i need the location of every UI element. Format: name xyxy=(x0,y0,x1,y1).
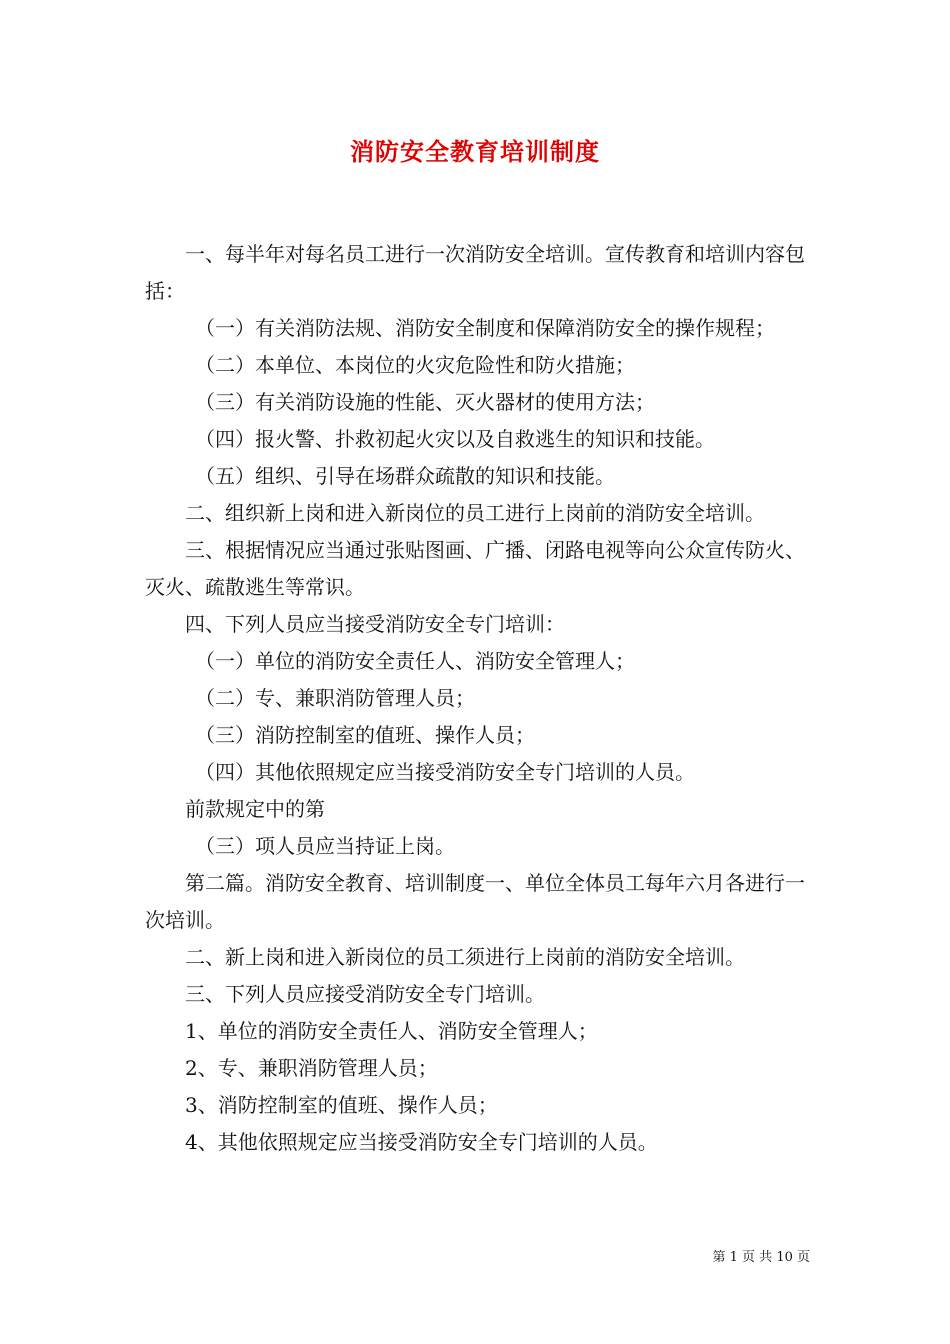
section-two-item-2: 2、专、兼职消防管理人员； xyxy=(185,1056,438,1080)
section-two-item-3: 3、消防控制室的值班、操作人员； xyxy=(185,1093,498,1117)
document-title: 消防安全教育培训制度 xyxy=(350,137,600,166)
paragraph-2: 二、组织新上岗和进入新岗位的员工进行上岗前的消防安全培训。 xyxy=(185,501,765,525)
paragraph-1-item-2: （二）本单位、本岗位的火灾危险性和防火措施； xyxy=(195,353,635,377)
paragraph-1-item-3: （三）有关消防设施的性能、灭火器材的使用方法； xyxy=(195,390,655,414)
section-two-paragraph-3: 三、下列人员应接受消防安全专门培训。 xyxy=(185,982,545,1006)
paragraph-4-item-3: （三）消防控制室的值班、操作人员； xyxy=(195,723,535,747)
paragraph-4-item-1: （一）单位的消防安全责任人、消防安全管理人； xyxy=(195,649,635,673)
paragraph-1: 一、每半年对每名员工进行一次消防安全培训。宣传教育和培训内容包括： xyxy=(145,242,805,303)
paragraph-note: 前款规定中的第 xyxy=(185,797,325,821)
paragraph-1-item-4: （四）报火警、扑救初起火灾以及自救逃生的知识和技能。 xyxy=(195,427,715,451)
section-two-item-4: 4、其他依照规定应当接受消防安全专门培训的人员。 xyxy=(185,1130,658,1154)
paragraph-1-item-1: （一）有关消防法规、消防安全制度和保障消防安全的操作规程； xyxy=(195,316,775,340)
paragraph-note-item: （三）项人员应当持证上岗。 xyxy=(195,834,455,858)
section-two-item-1: 1、单位的消防安全责任人、消防安全管理人； xyxy=(185,1019,598,1043)
paragraph-3: 三、根据情况应当通过张贴图画、广播、闭路电视等向公众宣传防火、灭火、疏散逃生等常识。 xyxy=(145,538,805,599)
section-two-paragraph-2: 二、新上岗和进入新岗位的员工须进行上岗前的消防安全培训。 xyxy=(185,945,745,969)
paragraph-1-item-5: （五）组织、引导在场群众疏散的知识和技能。 xyxy=(195,464,615,488)
section-two-paragraph-1: 第二篇。消防安全教育、培训制度一、单位全体员工每年六月各进行一次培训。 xyxy=(145,871,805,932)
document-body xyxy=(145,236,810,1161)
paragraph-4-item-4: （四）其他依照规定应当接受消防安全专门培训的人员。 xyxy=(195,760,695,784)
paragraph-4: 四、下列人员应当接受消防安全专门培训： xyxy=(185,612,565,636)
page-number-footer: 第 1 页 共 10 页 xyxy=(712,1250,810,1265)
paragraph-4-item-2: （二）专、兼职消防管理人员； xyxy=(195,686,475,710)
